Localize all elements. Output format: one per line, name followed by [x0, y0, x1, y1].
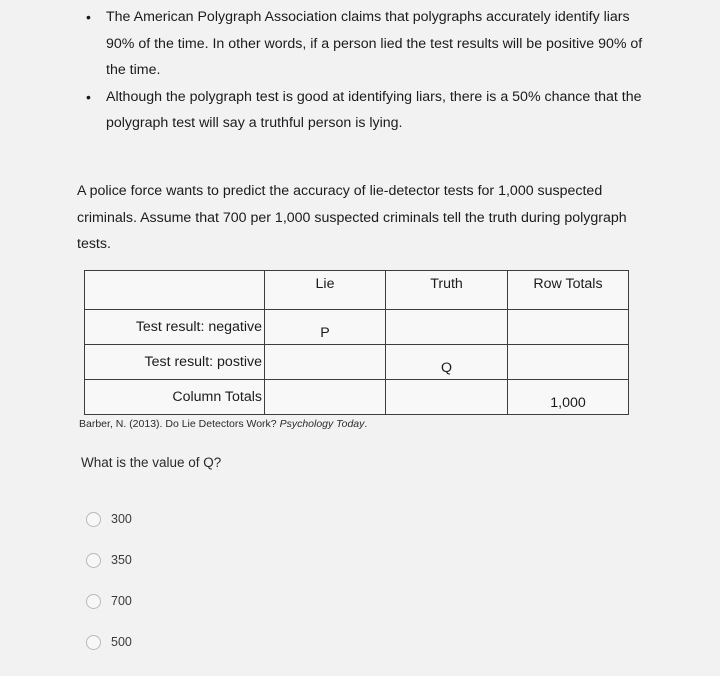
option-350[interactable]: [86, 553, 132, 594]
bullet-item-2: [86, 84, 646, 137]
bullet-item-1: [86, 4, 646, 84]
table-row: [85, 380, 629, 415]
contingency-table: [84, 270, 629, 415]
option-500[interactable]: [86, 635, 132, 676]
answer-options: [86, 512, 132, 676]
table-row: [85, 310, 629, 345]
option-700[interactable]: [86, 594, 132, 635]
radio-button[interactable]: [86, 635, 101, 650]
header-cell-blank: [85, 271, 265, 310]
header-cell-row-totals: Row Totals: [508, 271, 629, 310]
row-label-negative: Test result: negative: [85, 310, 265, 345]
bullet-text-1: The American Polygraph Association claims that polygraphs accurately identify liars 90% of the time. In other words, if a person lied the test results will be positive 90% of the time.: [106, 9, 643, 78]
cell-positive-lie: [265, 345, 386, 380]
cell-truth-total: [386, 380, 508, 415]
cell-negative-total: [508, 310, 629, 345]
citation-end: .: [364, 418, 368, 430]
cell-lie-total: [265, 380, 386, 415]
option-label: 300: [111, 512, 132, 526]
intro-paragraph: A police force wants to predict the accuracy of lie-detector tests for 1,000 suspected criminals. Assume that 700 per 1,000 suspected criminals tell the truth during polygraph tests.: [77, 183, 627, 252]
bullet-list: [86, 4, 646, 137]
citation-journal: Psychology Today: [279, 418, 365, 430]
header-cell-truth: Truth: [386, 271, 508, 310]
bullet-dot: •: [86, 88, 91, 105]
citation: [79, 418, 367, 430]
cell-positive-total: [508, 345, 629, 380]
cell-p: P: [265, 310, 386, 345]
header-cell-lie: Lie: [265, 271, 386, 310]
cell-negative-truth: [386, 310, 508, 345]
citation-text: Barber, N. (2013). Do Lie Detectors Work?: [79, 418, 277, 430]
radio-button[interactable]: [86, 512, 101, 527]
cell-q: Q: [386, 345, 508, 380]
option-label: 350: [111, 553, 132, 567]
option-label: 500: [111, 635, 132, 649]
radio-button[interactable]: [86, 553, 101, 568]
row-label-positive: Test result: postive: [85, 345, 265, 380]
table-row: [85, 345, 629, 380]
cell-grand-total: 1,000: [508, 380, 629, 415]
row-label-column-totals: Column Totals: [85, 380, 265, 415]
radio-button[interactable]: [86, 594, 101, 609]
question-text: What is the value of Q?: [81, 455, 222, 470]
option-label: 700: [111, 594, 132, 608]
table-header-row: [85, 271, 629, 310]
bullet-dot: •: [86, 9, 91, 25]
bullet-text-2: Although the polygraph test is good at identifying liars, there is a 50% chance that the polygraph test will say a truthful person is lying.: [106, 88, 642, 131]
option-300[interactable]: [86, 512, 132, 553]
